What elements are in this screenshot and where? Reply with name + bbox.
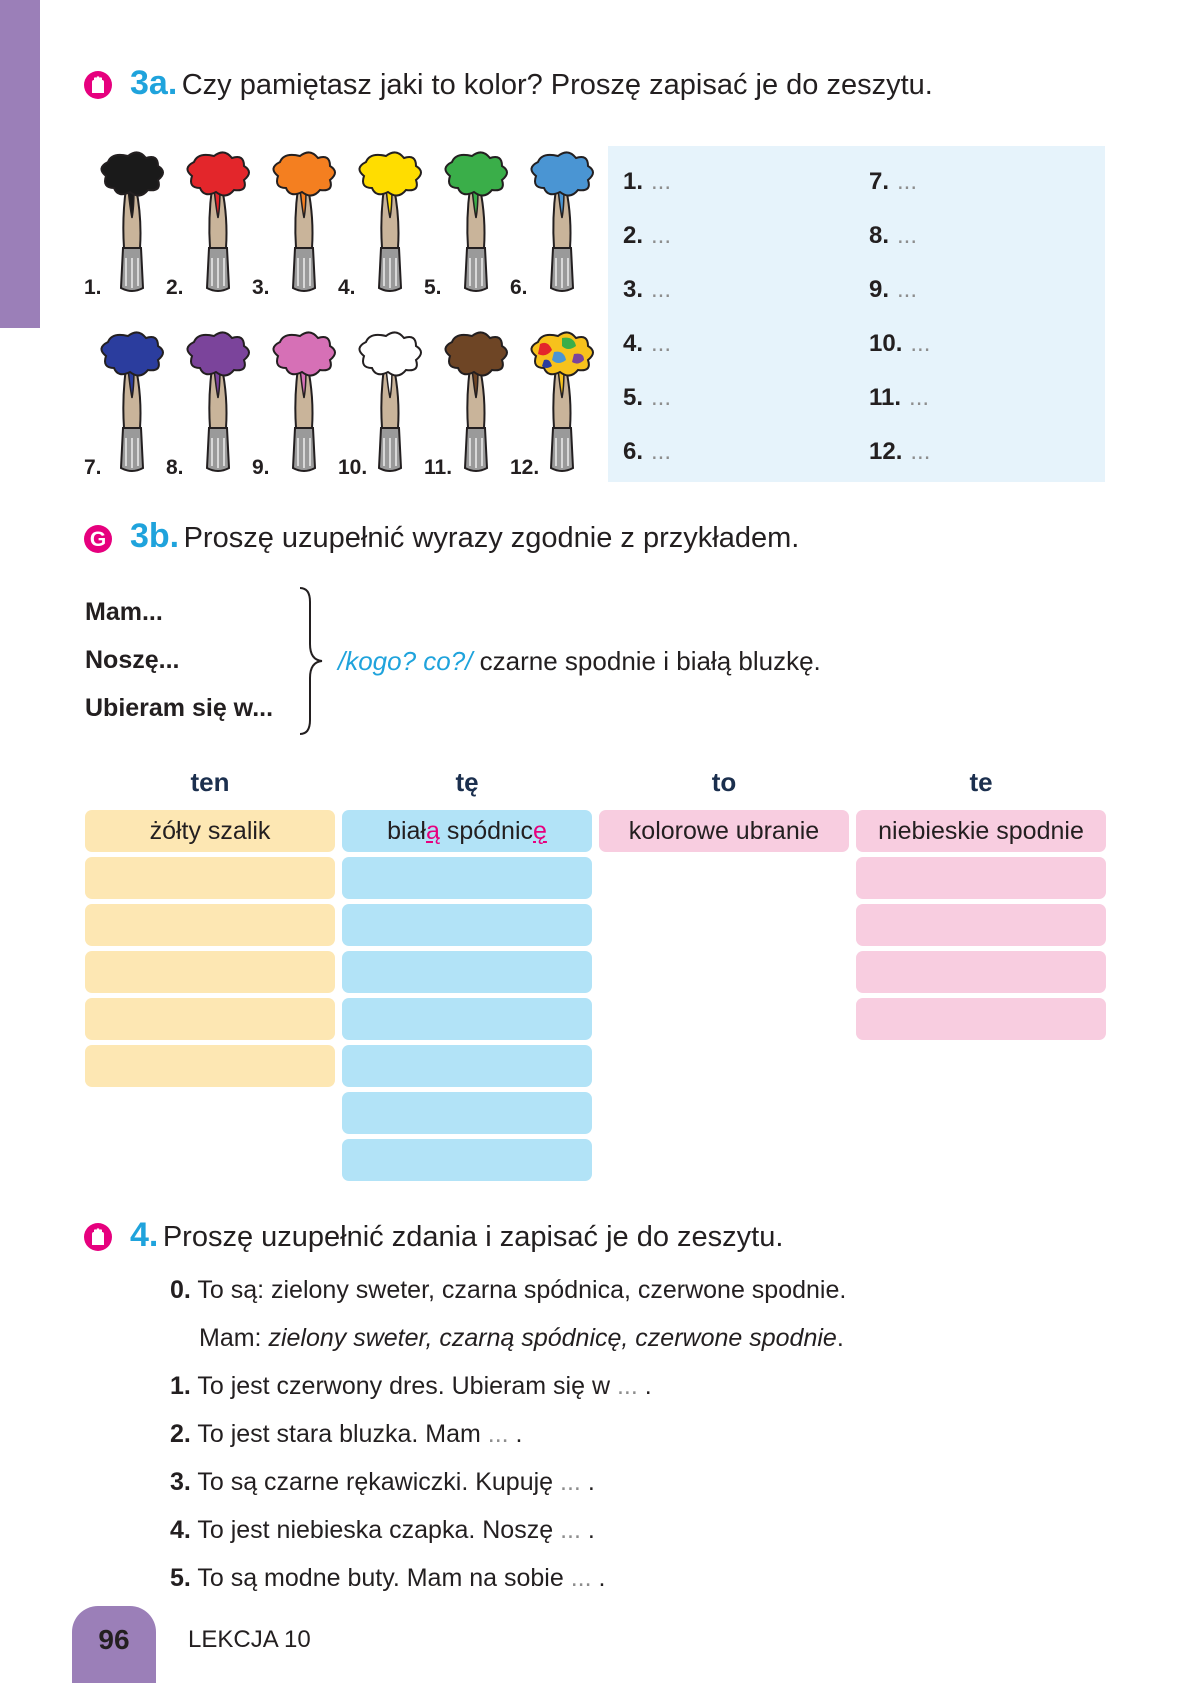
item-number: 3. xyxy=(170,1468,191,1496)
blank-answer-cell[interactable] xyxy=(85,857,335,899)
brush-number: 10. xyxy=(338,456,368,479)
column-head-label: te xyxy=(969,766,993,797)
answer-dots: ... xyxy=(651,438,672,465)
answer-dots: ... xyxy=(651,330,672,357)
blank-answer-cell[interactable] xyxy=(342,998,592,1040)
example-text: czarne spodnie i białą bluzkę. xyxy=(479,646,821,676)
answer-lead: Mam: xyxy=(199,1324,269,1352)
hand-icon xyxy=(83,70,113,105)
answer-dots: ... xyxy=(897,168,918,195)
answer-line xyxy=(623,168,671,196)
brush-number: 8. xyxy=(166,456,184,479)
lead-phrase: Mam... xyxy=(85,598,163,626)
blank-dots: ... xyxy=(560,1468,581,1496)
answer-dots: ... xyxy=(651,276,672,303)
lead-phrase: Noszę... xyxy=(85,646,180,674)
brush-number: 12. xyxy=(510,456,540,479)
sentence-item xyxy=(170,1564,605,1593)
exercise-number: 4. xyxy=(130,1216,159,1254)
sentence-text: To jest stara bluzka. Mam xyxy=(197,1420,481,1448)
answer-line xyxy=(623,330,671,358)
column-head-te-pl xyxy=(856,761,1106,803)
paintbrush-5 xyxy=(432,148,522,308)
column-head-to xyxy=(599,761,849,803)
example-answer xyxy=(199,1324,844,1353)
sentence-text: To są modne buty. Mam na sobie xyxy=(197,1564,564,1592)
column-head-label: ten xyxy=(190,766,230,797)
blank-answer-cell[interactable] xyxy=(342,857,592,899)
blank-answer-cell[interactable] xyxy=(856,904,1106,946)
example-sentence xyxy=(338,646,821,677)
example-cell xyxy=(85,810,335,852)
question-hint: /kogo? co?/ xyxy=(338,646,473,676)
sentence-end: . xyxy=(515,1420,523,1448)
example-cell xyxy=(342,810,592,852)
item-number: 5. xyxy=(170,1564,191,1592)
word-stem: spódnic xyxy=(439,816,534,845)
sentence-end: . xyxy=(587,1516,595,1544)
example-cell-text: kolorowe ubranie xyxy=(628,816,820,845)
blank-answer-cell[interactable] xyxy=(856,998,1106,1040)
answer-line xyxy=(623,276,671,304)
answer-box xyxy=(608,146,1105,482)
blank-answer-cell[interactable] xyxy=(342,1139,592,1181)
answer-line xyxy=(869,168,917,196)
paintbrush-2 xyxy=(174,148,264,308)
example-cell-text: niebieskie spodnie xyxy=(878,816,1084,845)
paintbrush-6 xyxy=(518,148,608,308)
answer-number: 9. xyxy=(869,276,890,303)
answer-line xyxy=(869,384,929,412)
answer-dots: ... xyxy=(909,384,930,411)
lesson-label: LEKCJA 10 xyxy=(188,1626,311,1653)
blank-dots: ... xyxy=(616,1372,638,1400)
brush-number: 5. xyxy=(424,276,442,299)
brush-number: 7. xyxy=(84,456,102,479)
exercise-title: Proszę uzupełnić wyrazy zgodnie z przykładem. xyxy=(183,522,800,554)
blank-answer-cell[interactable] xyxy=(85,904,335,946)
exercise-title: Czy pamiętasz jaki to kolor? Proszę zapisać je do zeszytu. xyxy=(181,69,933,101)
highlighted-ending: ą xyxy=(425,816,440,845)
brush-number: 4. xyxy=(338,276,356,299)
blank-answer-cell[interactable] xyxy=(85,998,335,1040)
svg-text:G: G xyxy=(89,528,107,551)
side-tab xyxy=(0,0,40,328)
answer-dots: ... xyxy=(897,222,918,249)
answer-line xyxy=(869,276,917,304)
sentence-item xyxy=(170,1516,595,1545)
sentence-item xyxy=(170,1372,652,1401)
column-head-label: to xyxy=(711,766,737,797)
answer-number: 12. xyxy=(869,438,903,465)
example-sentence xyxy=(170,1276,846,1305)
sentence-text: To są: zielony sweter, czarna spódnica, czerwone spodnie. xyxy=(197,1276,847,1304)
exercise-3b-heading xyxy=(130,517,799,556)
blank-answer-cell[interactable] xyxy=(342,904,592,946)
word-stem: biał xyxy=(387,816,426,845)
item-number: 2. xyxy=(170,1420,191,1448)
exercise-3a-heading xyxy=(130,64,933,103)
answer-line xyxy=(623,438,671,466)
item-number: 4. xyxy=(170,1516,191,1544)
blank-answer-cell[interactable] xyxy=(85,1045,335,1087)
brush-number: 6. xyxy=(510,276,528,299)
exercise-title: Proszę uzupełnić zdania i zapisać je do zeszytu. xyxy=(162,1221,784,1253)
highlighted-ending: ę xyxy=(533,816,547,845)
column-head-te-acc xyxy=(342,761,592,803)
blank-answer-cell[interactable] xyxy=(856,857,1106,899)
brush-number: 1. xyxy=(84,276,102,299)
blank-dots: ... xyxy=(570,1564,592,1592)
sentence-end: . xyxy=(587,1468,595,1496)
blank-answer-cell[interactable] xyxy=(342,951,592,993)
item-number: 0. xyxy=(170,1276,191,1304)
answer-number: 7. xyxy=(869,168,890,195)
paintbrush-4 xyxy=(346,148,436,308)
answer-dots: ... xyxy=(651,384,672,411)
answer-end: . xyxy=(836,1324,844,1352)
blank-answer-cell[interactable] xyxy=(342,1092,592,1134)
column-head-label: tę xyxy=(455,766,479,797)
lead-phrase: Ubieram się w... xyxy=(85,694,274,722)
answer-number: 6. xyxy=(623,438,644,465)
answer-line xyxy=(623,384,671,412)
brush-number: 2. xyxy=(166,276,184,299)
brush-number: 9. xyxy=(252,456,270,479)
example-cell xyxy=(856,810,1106,852)
answer-number: 1. xyxy=(623,168,644,195)
example-cell xyxy=(599,810,849,852)
answer-italic: zielony sweter, czarną spódnicę, czerwone spodnie xyxy=(268,1324,837,1352)
paintbrush-9 xyxy=(260,328,350,488)
answer-dots: ... xyxy=(897,276,918,303)
page-number: 96 xyxy=(98,1624,130,1655)
paintbrush-3 xyxy=(260,148,350,308)
sentence-text: To jest czerwony dres. Ubieram się w xyxy=(197,1372,610,1400)
paintbrush-8 xyxy=(174,328,264,488)
answer-number: 11. xyxy=(869,384,902,411)
sentence-end: . xyxy=(644,1372,652,1400)
answer-dots: ... xyxy=(651,168,672,195)
exercise-4-heading xyxy=(130,1216,783,1255)
sentence-text: To są czarne rękawiczki. Kupuję xyxy=(197,1468,554,1496)
blank-answer-cell[interactable] xyxy=(85,951,335,993)
blank-dots: ... xyxy=(487,1420,509,1448)
answer-number: 10. xyxy=(869,330,903,357)
exercise-number: 3b. xyxy=(130,517,180,555)
blank-dots: ... xyxy=(560,1516,581,1544)
blank-answer-cell[interactable] xyxy=(342,1045,592,1087)
brush-number: 11. xyxy=(424,456,453,479)
example-cell-text: żółty szalik xyxy=(149,816,271,845)
sentence-end: . xyxy=(598,1564,606,1592)
brush-number: 3. xyxy=(252,276,270,299)
answer-number: 2. xyxy=(623,222,644,249)
curly-brace xyxy=(296,586,326,741)
grammar-g-icon xyxy=(83,524,113,559)
answer-line xyxy=(869,222,917,250)
sentence-item xyxy=(170,1468,595,1497)
blank-answer-cell[interactable] xyxy=(856,951,1106,993)
answer-dots: ... xyxy=(651,222,672,249)
column-head-ten xyxy=(85,761,335,803)
hand-icon xyxy=(83,1222,113,1257)
exercise-number: 3a. xyxy=(130,64,178,102)
answer-number: 4. xyxy=(623,330,644,357)
answer-number: 8. xyxy=(869,222,890,249)
answer-number: 5. xyxy=(623,384,644,411)
sentence-item xyxy=(170,1420,523,1449)
sentence-text: To jest niebieska czapka. Noszę xyxy=(197,1516,554,1544)
answer-number: 3. xyxy=(623,276,644,303)
answer-dots: ... xyxy=(910,438,931,465)
answer-line xyxy=(869,330,930,358)
answer-line xyxy=(623,222,671,250)
answer-dots: ... xyxy=(910,330,931,357)
item-number: 1. xyxy=(170,1372,191,1400)
answer-line xyxy=(869,438,930,466)
